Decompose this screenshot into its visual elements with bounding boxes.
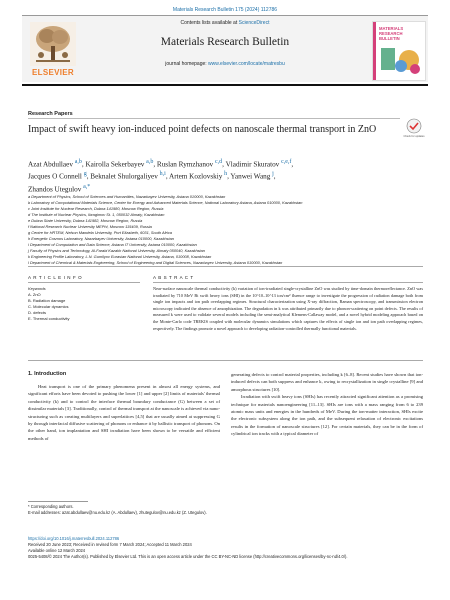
author-list — [28, 157, 408, 194]
body-column-left — [28, 383, 220, 442]
affiliation: a Department of Physics, School of Sciences and Humanities, Nazarbayev University, Astana 010000, Kazakhstan — [28, 194, 226, 199]
sciencedirect-link[interactable]: ScienceDirect — [238, 20, 270, 26]
homepage-line — [90, 61, 360, 67]
affiliation: k Engineering Profile Laboratory, L.N. Gumilyov Eurasian National University, Astana, 010008, Kazakhstan — [28, 254, 212, 259]
affiliation: g Centre for HRTEM, Nelson Mandela University, Port Elizabeth, 6031, South Africa — [28, 230, 172, 235]
introduction-heading: 1. Introduction — [28, 371, 67, 377]
authors-line: Jacques O Connell $^g$, Beknalet Shulorgaliyev $^{h,i}$, Artem Kozlovskiy $^h$, Yanwei Wang $^j$, — [28, 171, 276, 181]
contents-line — [90, 20, 360, 26]
body-paragraph: Irradiation with swift heavy ions (SHIs) has recently attracted significant attention as a promising technique for materials nanoengineering [11–13]. SHIs are ions with a mass ranging from 6 to 239 atomic mass units and energies in the hundreds of MeV. During the ion-matter interaction, SHIs excite the electronic subsystem along the ion path, and the subsequent relaxation of electronic excitations results in the formation of nanoscale structures [12]. For certain materials, they can be in the form of cylindrical ion tracks with a typical diameter of — [231, 394, 423, 437]
check-for-updates-icon[interactable] — [405, 118, 423, 140]
affiliation: b Laboratory of Computational Materials Science, Center for Energy and Advanced Materials Science, National Laboratory Astana, Astana 010000, Kazakhstan — [28, 200, 303, 205]
journal-reference[interactable]: Materials Research Bulletin 175 (2024) 112786 — [172, 7, 278, 13]
body-paragraph: generating defects to control material properties, including k [6–8]. Recent studies have shown that ion-induced defects can both suppress and enhance k, owing to recrystallization in single crystalline [9] and amorphous structures [10]. — [231, 372, 423, 392]
affiliation: h Energetic Cosmos Laboratory, Nazarbayev University, Astana 010000, Kazakhstan — [28, 236, 174, 241]
affiliation: e Dubna State University, Dubna 141982, Moscow Region, Russia — [28, 218, 143, 223]
keyword: A. ZnO — [28, 292, 41, 297]
body-column-right — [231, 371, 423, 438]
affiliation: c Joint Institute for Nuclear Research, Dubna 141980, Moscow Region, Russia — [28, 206, 164, 211]
cover-title-line2: RESEARCH — [379, 31, 403, 36]
keywords-block — [28, 286, 140, 322]
article-section: Research Papers — [28, 111, 73, 117]
article-info-subrule — [28, 282, 140, 283]
authors-line: Zhandos Utegulov $^{a,*}$ — [28, 183, 91, 194]
cover-title-line1: MATERIALS — [379, 26, 404, 31]
abstract-heading: A B S T R A C T — [153, 275, 194, 280]
paper-title: Impact of swift heavy ion-induced point defects on nanoscale thermal transport in ZnO — [28, 124, 377, 135]
elsevier-tree-logo[interactable] — [30, 22, 76, 66]
received-dates: Received 20 June 2023; Received in revised form 7 March 2024; Accepted 11 March 2024 — [28, 542, 192, 547]
doi-link[interactable]: https://doi.org/10.1016/j.materresbull.2024.112786 — [28, 536, 120, 541]
abstract-bottom-rule — [28, 360, 423, 361]
email-addresses[interactable]: E-mail addresses: azat.abdullaev@nu.edu.kz (A. Abdullaev), zhutegulov@nu.edu.kz (Z. Utegulov). — [28, 510, 207, 515]
affiliation: l Department of Chemical & Materials Engineering, School of Engineering and Digital Sciences, Nazarbayev University, Astana 010000, Kazakhstan — [28, 260, 283, 265]
body-paragraph: Heat transport is one of the primary phenomena present in almost all energy systems, and significant efforts have been devoted to pushing the lower [1] and upper [2] limits of materials' thermal conductivity (k) and to control the interface thermal boundary conductance (G) between a set of dissimilar materials [3]. Traditionally, control of thermal transport at the nanoscale is achieved via nano-structuring such as creating multilayers and superlattices [4,5] that are usually aimed at suppressing G by through interfacial diffusive scattering of phonons or enhance it by ballistic transport of phonons. On the other hand, ion implantation and SHI irradiation have been shown to be versatile and efficient methods of — [28, 384, 220, 441]
copyright-license[interactable]: 0025-5408/© 2024 The Author(s). Published by Elsevier Ltd. This is an open access article under the CC BY-NC-ND license (http://creativecommons.org/licenses/by-nc-nd/4.0/). — [28, 554, 348, 559]
article-info-heading: A R T I C L E I N F O — [28, 275, 83, 280]
homepage-prefix: journal homepage: — [165, 61, 209, 67]
article-info-rule — [28, 266, 423, 267]
journal-title: Materials Research Bulletin — [160, 36, 290, 48]
corresponding-author-note: * Corresponding authors. — [28, 504, 74, 509]
abstract-subrule — [153, 282, 423, 283]
cover-artwork-icon — [373, 22, 425, 80]
keyword: D. defects — [28, 310, 47, 315]
article-history — [28, 536, 423, 560]
keyword: C. Molecular dynamics — [28, 304, 69, 309]
footnotes — [28, 504, 423, 516]
keyword: E. Thermal conductivity — [28, 316, 70, 321]
check-badge-label: Check for updates — [403, 135, 425, 138]
affiliation: j Faculty of Physics and Technology, Al-Farabi Kazakh National University, Almaty 050040, Kazakhstan — [28, 248, 205, 253]
contents-prefix: Contents lists available at — [180, 20, 239, 26]
authors-line: Azat Abdullaev $^{a,b}$, Kairolla Sekerbayev $^{a,b}$, Ruslan Rymzhanov $^{c,d}$, Vladimir Skuratov $^{c,e,f}$, — [28, 159, 294, 169]
keyword: B. Radiation damage — [28, 298, 66, 303]
affiliation: d The Institute of Nuclear Physics, Ibragimov St. 1, 050032 Almaty, Kazakhstan — [28, 212, 165, 217]
abstract-text: Near-surface nanoscale thermal conductivity (k) variation of ion-irradiated single-crystalline ZnO was studied by time-domain thermoreflectance. ZnO was irradiated by 710 MeV Bi swift heavy ions (SHI) in the 10^10–10^13 ion/cm² fluence range to investigate the progression of radiation damage both from single ion impacts and ion path overlapping regimes. Structural characterization using X-ray diffraction, Raman spectroscopy, and transmission electron microscopy indicated the absence of amorphization. The degradation in k was attributed primarily due to phonon-scattering on point defects. The results of measured k were used to validate several models including the semi-analytical Klemens-Callaway model, and a novel hybrid modeling approach based on the Monte-Carlo code TREKIS coupled with molecular dynamics simulations which captures the effects of single ion and ion path overlapping regimes, respectively. The findings promote a novel approach to developing radiation-controlled thermally functional materials. — [153, 286, 423, 331]
available-online: Available online 12 March 2024 — [28, 548, 86, 553]
journal-cover-thumbnail[interactable] — [372, 21, 426, 81]
title-rule — [28, 118, 400, 119]
affiliations — [28, 194, 423, 266]
header-rule — [22, 84, 428, 86]
keywords-heading: Keywords — [28, 286, 46, 291]
affiliation: i Department of Computation and Data Science, Astana IT University, Astana 010000, Kazakhstan — [28, 242, 197, 247]
cover-title-line3: BULLETIN — [379, 36, 400, 41]
affiliation: f National Research Nuclear University MEPhI, Moscow 115409, Russia — [28, 224, 152, 229]
homepage-link[interactable]: www.elsevier.com/locate/matresbu — [208, 61, 285, 67]
elsevier-wordmark[interactable]: ELSEVIER — [32, 68, 74, 77]
footnote-rule — [28, 501, 88, 502]
